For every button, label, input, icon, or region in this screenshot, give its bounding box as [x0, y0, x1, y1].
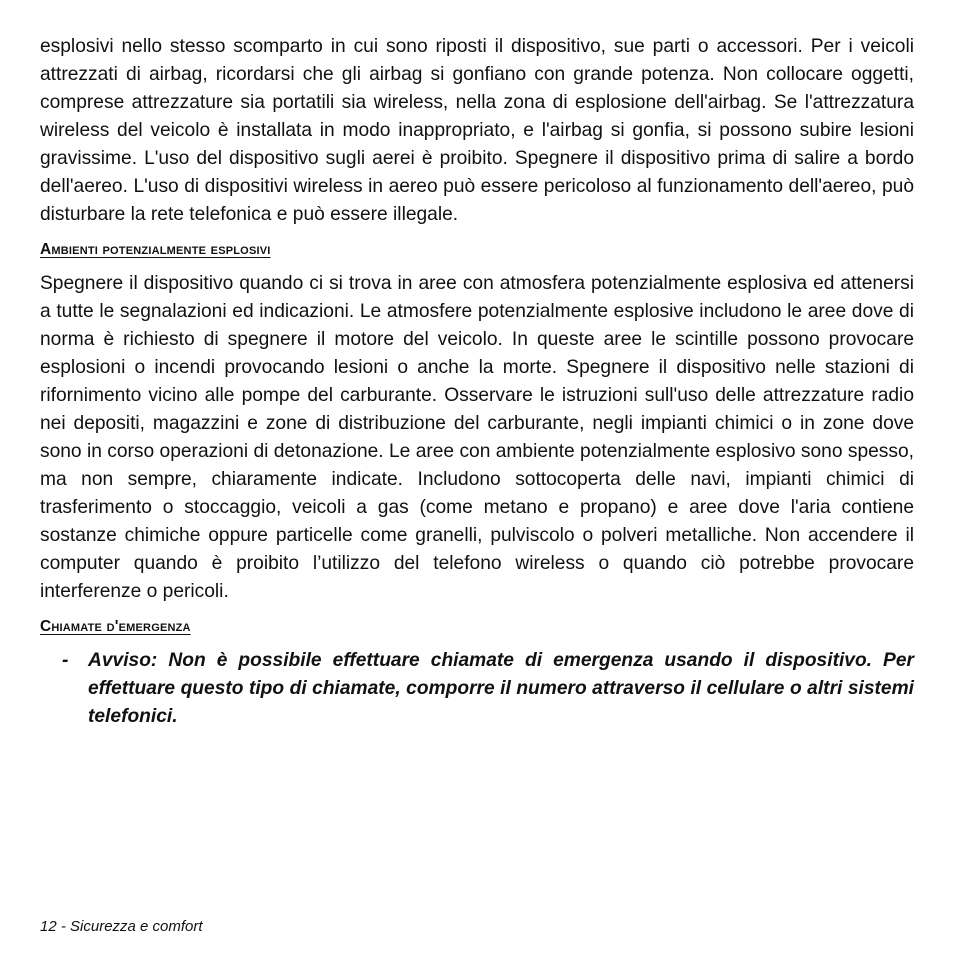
emergency-section-heading: Chiamate d'emergenza [40, 618, 191, 635]
explosive-section-heading-wrap [40, 240, 914, 266]
page-footer: 12 - Sicurezza e comfort [40, 918, 203, 935]
intro-paragraph: esplosivi nello stesso scomparto in cui sono riposti il dispositivo, sue parti o accessori. Per i veicoli attrezzati di airbag, ricordarsi che gli airbag si gonfiano con grande potenza. Non collocare oggetti, comprese attrezzature sia portatili sia wireless, nella zona di esplosione dell'airbag. Se l'attrezzatura wireless del veicolo è installata in modo inappropriato, e l'airbag si gonfia, si possono subire lesioni gravissime. L'uso del dispositivo sugli aerei è proibito. Spegnere il dispositivo prima di salire a bordo dell'aereo. L'uso di dispositivi wireless in aereo può essere pericoloso al funzionamento dell'aereo, può disturbare la rete telefonica e può essere illegale. [40, 36, 914, 225]
warning-bullet: - [62, 650, 69, 671]
explosive-section-body: Spegnere il dispositivo quando ci si trova in aree con atmosfera potenzialmente esplosiva ed attenersi a tutte le segnalazioni ed indicazioni. Le atmosfere potenzialmente esplosive includono le aree dove di norma è richiesto di spegnere il motore del veicolo. In queste aree le scintille possono provocare esplosioni o incendi provocando lesioni o anche la morte. Spegnere il dispositivo nelle stazioni di rifornimento vicino alle pompe del carburante. Osservare le istruzioni sull'uso delle attrezzature radio nei depositi, magazzini e zone di distribuzione del carburante, negli impianti chimici o in zone dove sono in corso operazioni di detonazione. Le aree con ambiente potenzialmente esplosivo sono spesso, ma non sempre, chiaramente indicate. Includono sottocoperta delle navi, impianti chimici di trasferimento o stoccaggio, veicoli a gas (come metano e propano) e aree dove l'aria contiene sostanze chimiche oppure particelle come granelli, pulviscolo o polveri metalliche. Non accendere il computer quando è proibito l’utilizzo del telefono wireless o quando ciò potrebbe provocare interferenze o pericoli. [40, 273, 914, 602]
emergency-warning [40, 647, 914, 731]
emergency-section-heading-wrap [40, 617, 914, 643]
page-content [40, 33, 914, 731]
explosive-section-heading: Ambienti potenzialmente esplosivi [40, 241, 271, 258]
warning-text: Avviso: Non è possibile effettuare chiamate di emergenza usando il dispositivo. Per effettuare questo tipo di chiamate, comporre il numero attraverso il cellulare o altri sistemi telefonici. [88, 650, 914, 727]
